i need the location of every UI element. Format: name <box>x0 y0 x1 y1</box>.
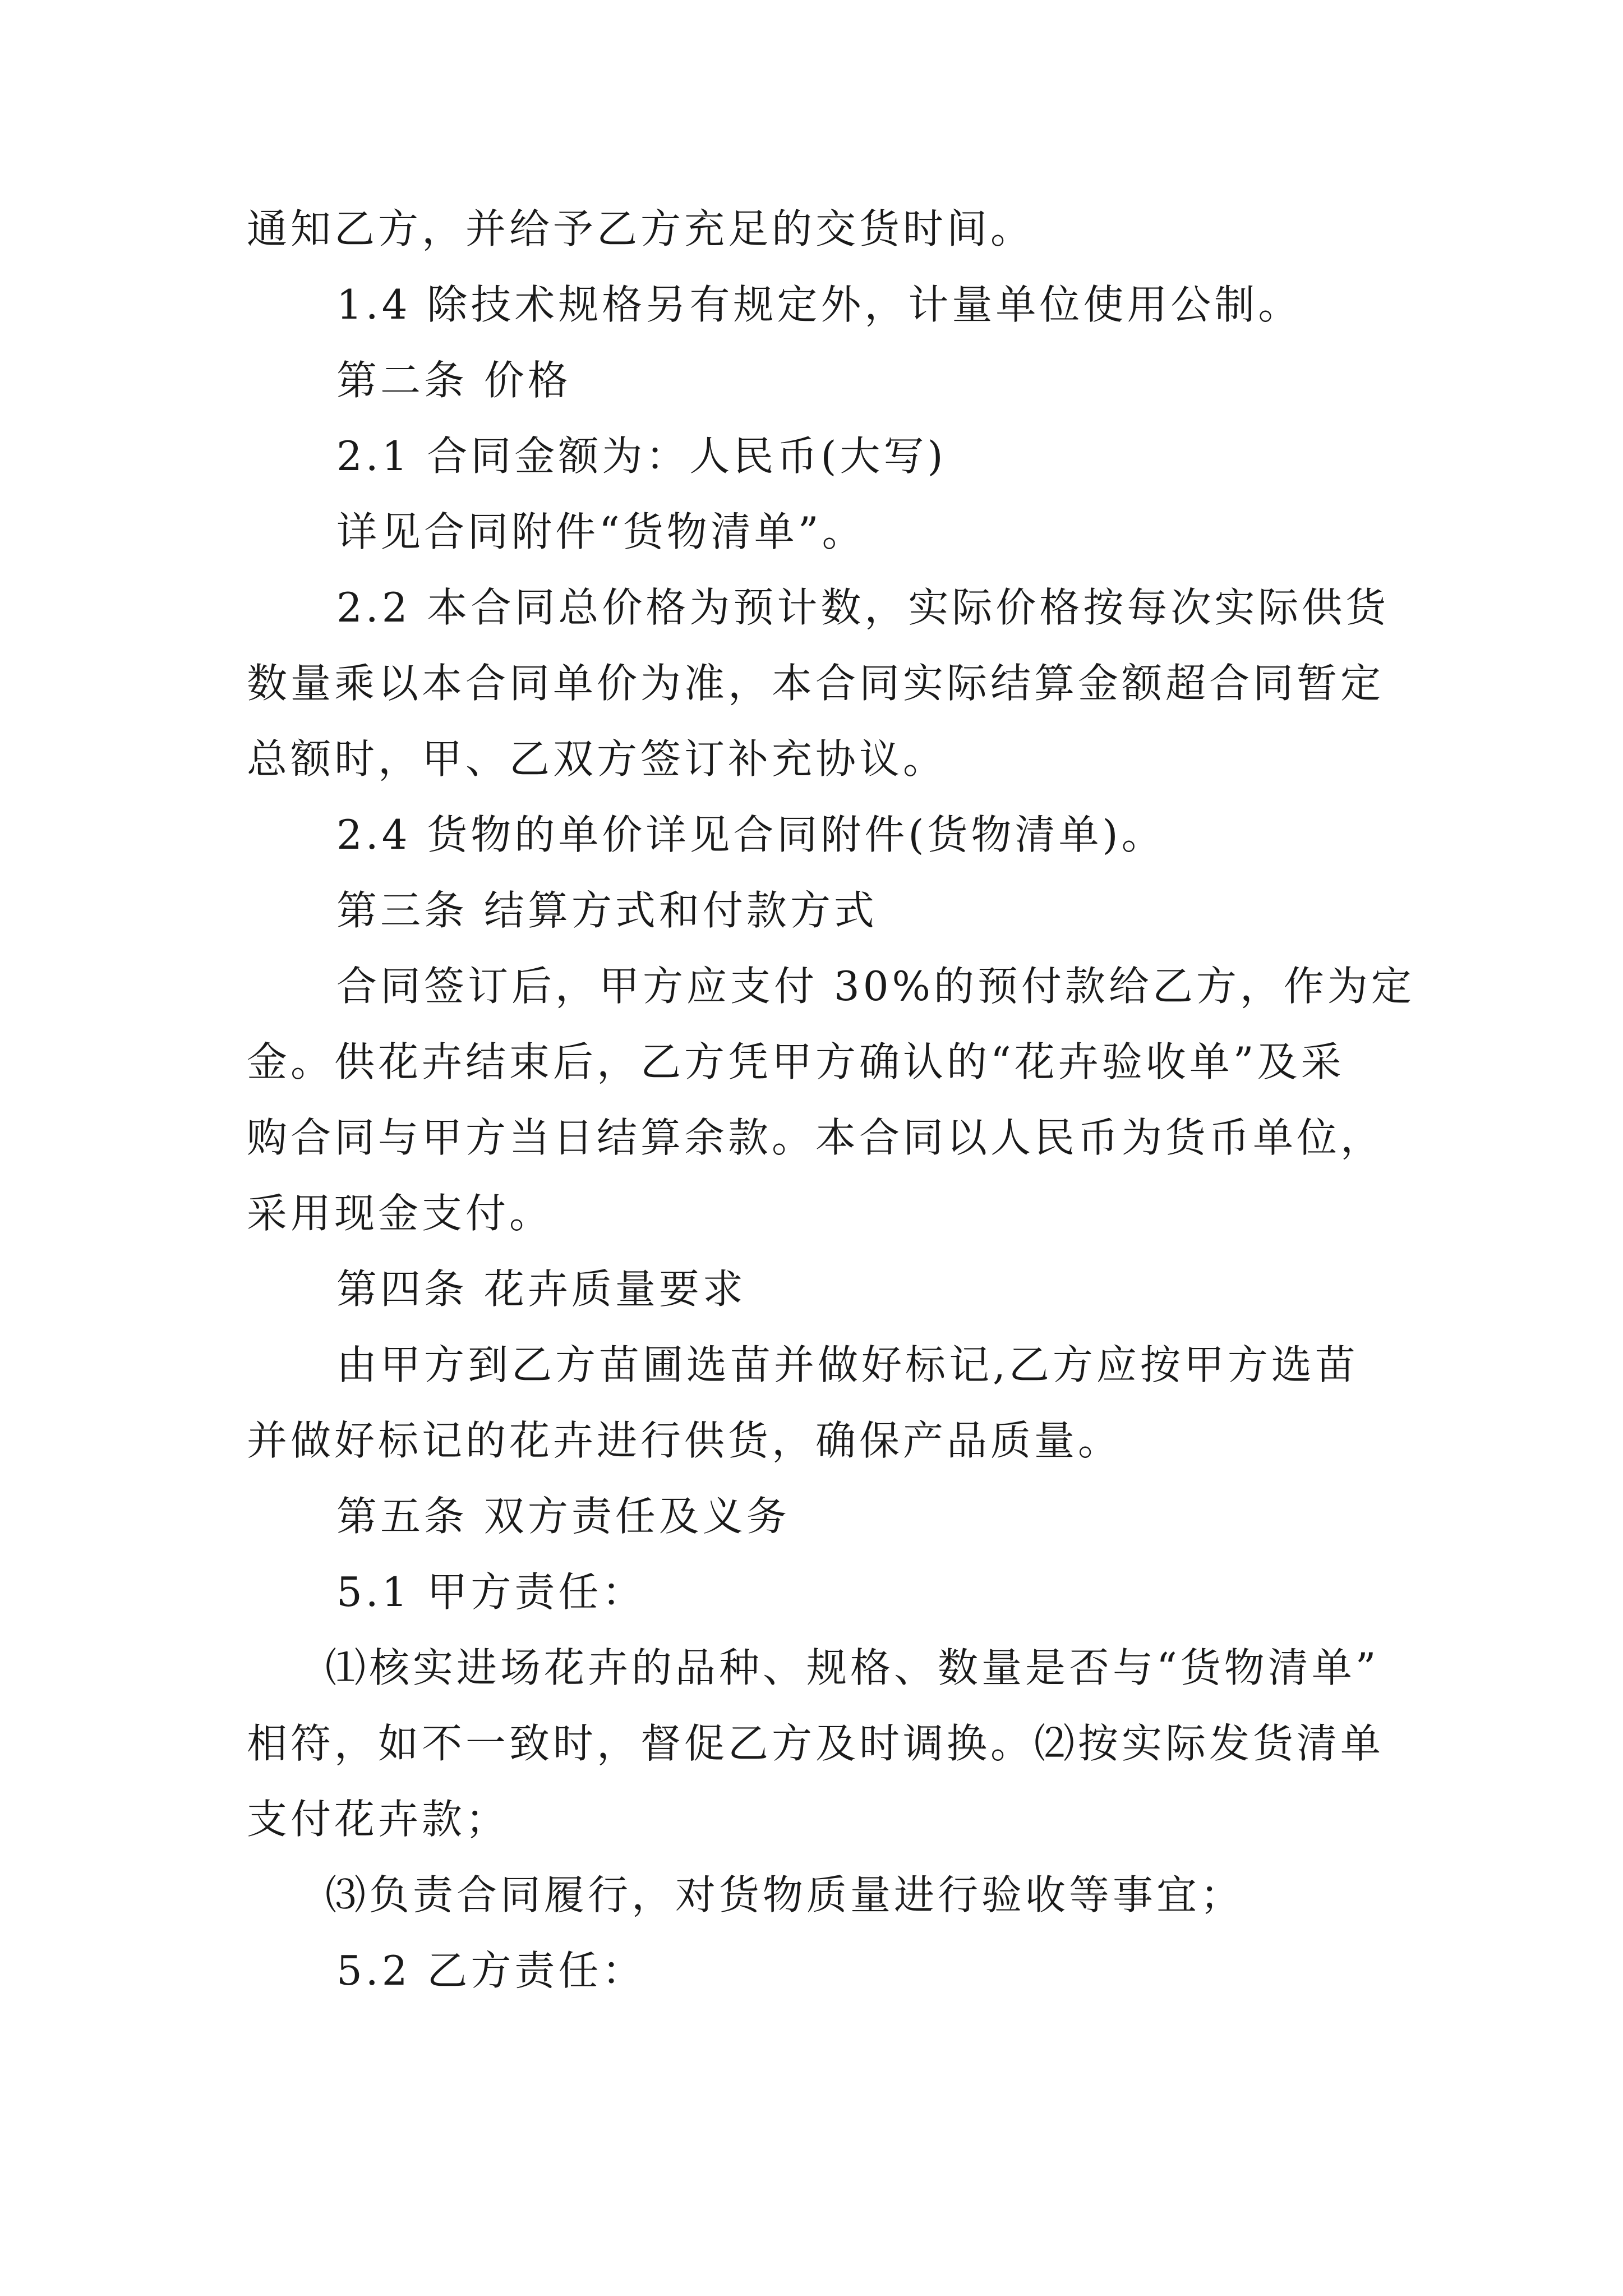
paragraph-line: ⑴核实进场花卉的品种、规格、数量是否与“货物清单” <box>325 1644 1380 1691</box>
paragraph-line: 并做好标记的花卉进行供货，确保产品质量。 <box>247 1417 1122 1464</box>
paragraph-line: 5.2 乙方责任： <box>336 1947 646 1994</box>
paragraph-line: 数量乘以本合同单价为准，本合同实际结算金额超合同暂定 <box>247 660 1385 707</box>
paragraph-line: 2.2 本合同总价格为预计数，实际价格按每次实际供货 <box>336 584 1390 631</box>
paragraph-line: 2.4 货物的单价详见合同附件(货物清单)。 <box>336 811 1165 858</box>
paragraph-line: 2.1 合同金额为：人民币(大写) <box>336 432 947 480</box>
section-heading: 第五条 双方责任及义务 <box>336 1493 790 1540</box>
paragraph-line: 购合同与甲方当日结算余款。本合同以人民币为货币单位， <box>247 1114 1385 1161</box>
section-heading: 第三条 结算方式和付款方式 <box>336 887 878 934</box>
paragraph-line: 1.4 除技术规格另有规定外，计量单位使用公制。 <box>336 281 1302 328</box>
section-heading: 第四条 花卉质量要求 <box>336 1266 746 1313</box>
paragraph-line: 通知乙方，并给予乙方充足的交货时间。 <box>247 205 1035 252</box>
paragraph-line: 采用现金支付。 <box>247 1190 554 1237</box>
paragraph-line: 合同签订后，甲方应支付 30%的预付款给乙方，作为定 <box>336 963 1415 1010</box>
paragraph-line: 金。供花卉结束后，乙方凭甲方确认的“花卉验收单”及采 <box>247 1038 1345 1085</box>
paragraph-line: 总额时，甲、乙双方签订补充协议。 <box>247 735 947 783</box>
paragraph-line: 详见合同附件“货物清单”。 <box>336 508 866 555</box>
paragraph-line: 相符，如不一致时，督促乙方及时调换。⑵按实际发货清单 <box>247 1720 1385 1767</box>
paragraph-line: 由甲方到乙方苗圃选苗并做好标记,乙方应按甲方选苗 <box>336 1341 1359 1388</box>
paragraph-line: 支付花卉款； <box>247 1796 510 1843</box>
section-heading: 第二条 价格 <box>336 357 571 404</box>
paragraph-line: 5.1 甲方责任： <box>336 1568 646 1616</box>
paragraph-line: ⑶负责合同履行，对货物质量进行验收等事宜； <box>325 1871 1244 1918</box>
